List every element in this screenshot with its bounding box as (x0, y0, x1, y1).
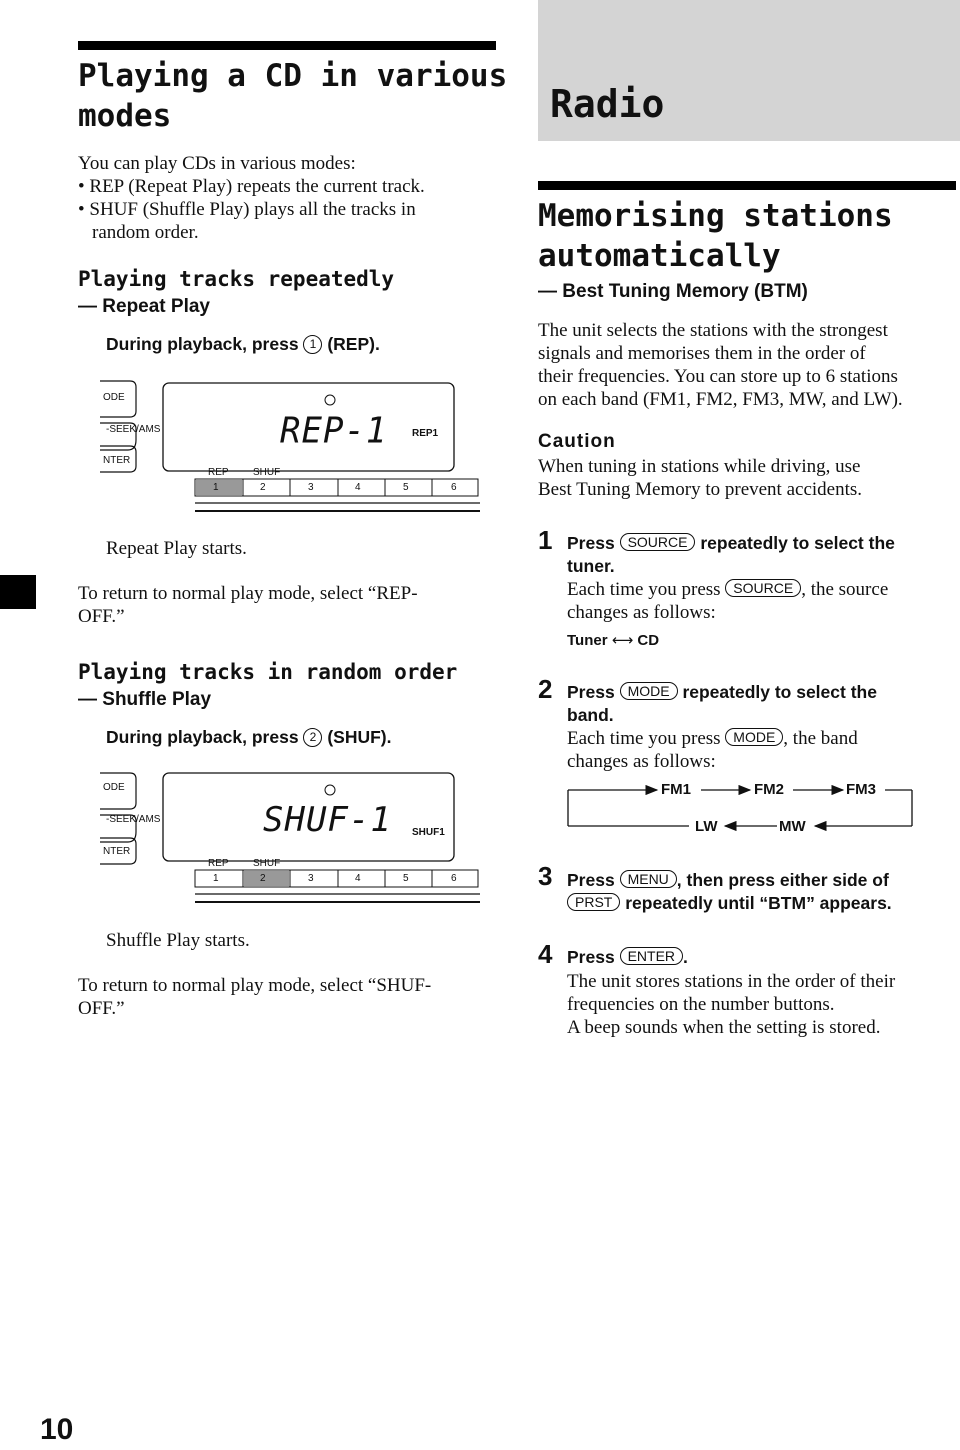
step-3-instruction: Press MENU , then press either side of PRST repeatedly until “BTM” appears. (567, 870, 892, 913)
repeat-display-tag: REP1 (412, 428, 439, 439)
preset-1: 1 (213, 873, 219, 884)
preset-6: 6 (451, 482, 457, 493)
page-edge-marker (0, 575, 36, 609)
radio-section-tab (538, 0, 960, 141)
mode-key: MODE (725, 728, 783, 746)
panel-shuf-label: SHUF (253, 467, 281, 478)
right-intro: The unit selects the stations with the strongest signals and memorises them in the order of their frequencies. You can store up to 6 stations on each band (FM1, FM2, FM3, MW, and LW). (538, 320, 903, 410)
band-fm1: FM1 (661, 781, 691, 798)
preset-1: 1 (213, 482, 219, 493)
source-cycle: Tuner ⟷ CD (567, 632, 660, 649)
step-2-instruction: Press MODE repeatedly to select the band. (567, 682, 877, 725)
step-1-number: 1 (538, 525, 553, 555)
preset-3: 3 (308, 482, 314, 493)
enter-key: ENTER (620, 947, 683, 965)
repeat-display-text: REP-1 (280, 410, 388, 452)
source-key: SOURCE (620, 533, 696, 551)
shuffle-instruction: During playback, press 2 (SHUF). (106, 727, 392, 747)
step-4-instruction: Press ENTER . (567, 947, 688, 967)
step-4-number: 4 (538, 939, 553, 969)
preset-5: 5 (403, 873, 409, 884)
preset-4: 4 (355, 482, 361, 493)
preset-2: 2 (260, 482, 266, 493)
left-title: Playing a CD in various modes (78, 58, 508, 134)
shuffle-display-text: SHUF-1 (263, 800, 392, 840)
left-title-rule (78, 41, 496, 50)
right-title: Memorising stations automatically (538, 198, 893, 274)
panel-seek-label: -SEEK/AMS (106, 424, 161, 435)
panel-mode-label: ODE (103, 782, 125, 793)
shuffle-result: Shuffle Play starts. (106, 930, 250, 951)
left-intro: You can play CDs in various modes: • REP (Repeat Play) repeats the current track. • SHUF (Shuffle Play) plays all the tracks in random order. (78, 153, 425, 243)
prst-key: PRST (567, 893, 620, 911)
repeat-return: To return to normal play mode, select “REP- OFF.” (78, 583, 418, 627)
repeat-result: Repeat Play starts. (106, 538, 247, 559)
shuffle-display-tag: SHUF1 (412, 827, 445, 838)
panel-mode-label: ODE (103, 392, 125, 403)
right-subtitle: — Best Tuning Memory (BTM) (538, 281, 808, 302)
preset-3: 3 (308, 873, 314, 884)
shuffle-subheading: — Shuffle Play (78, 689, 212, 710)
step-3-number: 3 (538, 861, 553, 891)
preset-4: 4 (355, 873, 361, 884)
step-2-detail: Each time you press MODE , the band changes as follows: (567, 728, 858, 772)
repeat-heading: Playing tracks repeatedly (78, 267, 395, 291)
step-4-detail: The unit stores stations in the order of their frequencies on the number buttons. A beep sounds when the setting is stored. (567, 971, 896, 1038)
caution-text: When tuning in stations while driving, use Best Tuning Memory to prevent accidents. (538, 456, 863, 500)
step-2-number: 2 (538, 674, 553, 704)
repeat-instruction: During playback, press 1 (REP). (106, 334, 380, 354)
right-title-rule (538, 181, 956, 190)
panel-shuf-label: SHUF (253, 858, 281, 869)
band-fm3: FM3 (846, 781, 876, 798)
page-number: 10 (40, 1413, 74, 1446)
panel-enter-label: NTER (103, 846, 131, 857)
preset-5: 5 (403, 482, 409, 493)
panel-rep-label: REP (208, 467, 229, 478)
caution-heading: Caution (538, 431, 616, 452)
preset-2: 2 (260, 873, 266, 884)
menu-key: MENU (620, 870, 677, 888)
repeat-subheading: — Repeat Play (78, 296, 210, 317)
double-arrow-icon: ⟷ (611, 632, 634, 649)
shuffle-return: To return to normal play mode, select “SHUF- OFF.” (78, 975, 432, 1019)
repeat-panel-illustration (100, 378, 485, 518)
key-1-icon: 1 (303, 335, 322, 354)
mode-key: MODE (620, 682, 678, 700)
source-key: SOURCE (725, 579, 801, 597)
key-2-icon: 2 (303, 728, 322, 747)
shuffle-heading: Playing tracks in random order (78, 660, 458, 684)
shuffle-panel-illustration (100, 770, 485, 910)
band-mw: MW (779, 818, 806, 835)
band-fm2: FM2 (754, 781, 784, 798)
panel-seek-label: -SEEK/AMS (106, 814, 161, 825)
panel-rep-label: REP (208, 858, 229, 869)
band-lw: LW (695, 818, 718, 835)
band-cycle-diagram (565, 775, 915, 835)
radio-section-title: Radio (550, 82, 665, 126)
step-1-instruction: Press SOURCE repeatedly to select the tuner. (567, 533, 895, 576)
preset-6: 6 (451, 873, 457, 884)
step-1-detail: Each time you press SOURCE , the source changes as follows: (567, 579, 889, 623)
panel-enter-label: NTER (103, 455, 131, 466)
